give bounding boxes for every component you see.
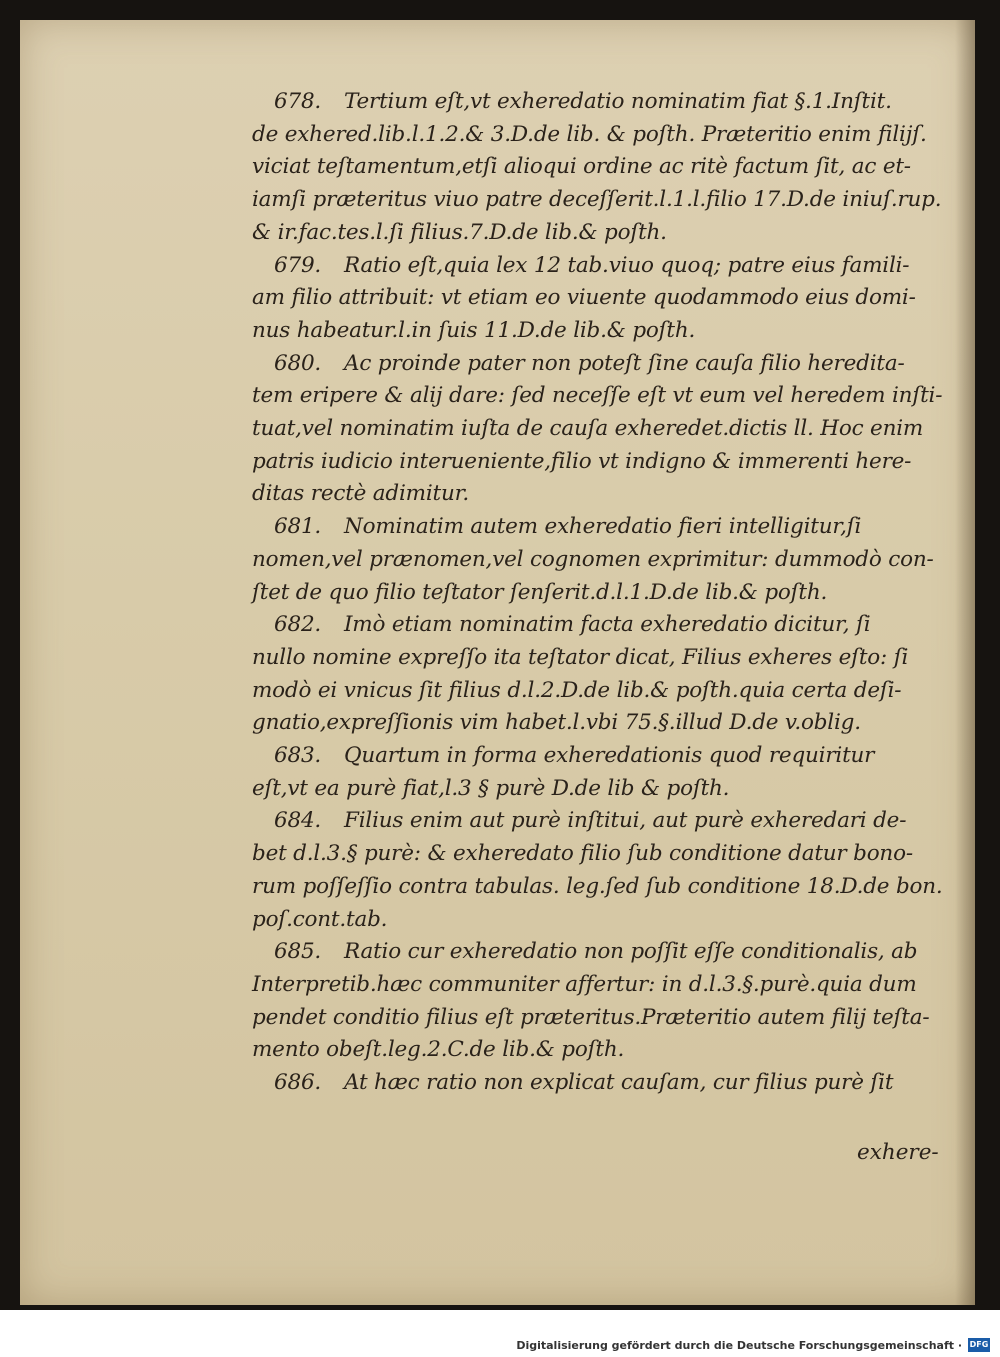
paragraph: [232, 511, 952, 609]
paragraph: [232, 250, 952, 348]
line-text: Interpretib.hæc communiter affertur: in d.l.3.§.purè.quia dum: [252, 971, 917, 997]
line-text: bet d.l.3.§ purè: & exheredato filio ſub conditione datur bono-: [252, 841, 913, 867]
page-text: [232, 86, 952, 1100]
line-text: tuat,vel nominatim iuſta de cauſa exheredet.dictis ll. Hoc enim: [252, 416, 924, 442]
line-text: pendet conditio filius eſt præteritus.Præteritio autem filij teſta-: [252, 1004, 930, 1030]
paragraph-first-line: [232, 740, 952, 773]
paragraph-number: 681.: [274, 514, 322, 540]
line-text: & ir.fac.tes.l.ſi filius.7.D.de lib.& poſth.: [252, 219, 667, 245]
line-text: Ratio cur exheredatio non poſſit eſſe conditionalis, ab: [344, 939, 918, 965]
paragraph-first-line: [232, 805, 952, 838]
line-text: eſt,vt ea purè fiat,l.3 § purè D.de lib & poſth.: [252, 775, 730, 801]
paragraph-number: 684.: [274, 808, 322, 834]
paragraph-number: 680.: [274, 350, 322, 376]
paragraph-first-line: [232, 1067, 952, 1100]
line-text: Nominatim autem exheredatio fieri intelligitur,ſi: [344, 514, 862, 540]
line-text: mento obeſt.leg.2.C.de lib.& poſth.: [252, 1037, 625, 1063]
line-text: modò ei vnicus ſit filius d.l.2.D.de lib.& poſth.quia certa deſi-: [252, 677, 902, 703]
paragraph-first-line: [232, 250, 952, 283]
paragraph: [232, 936, 952, 1067]
paragraph-number: 678.: [274, 89, 322, 114]
paragraph-number: 685.: [274, 939, 322, 965]
line-text: rum poſſeſſio contra tabulas. leg.ſed ſub conditione 18.D.de bon.: [252, 873, 943, 899]
paragraph: [232, 609, 952, 740]
paragraph: [232, 805, 952, 936]
paragraph-number: 683.: [274, 743, 322, 769]
line-text: gnatio,expreſſionis vim habet.l.vbi 75.§.illud D.de v.oblig.: [252, 710, 861, 736]
line-text: viciat teſtamentum,etſi alioqui ordine ac ritè factum ſit, ac et-: [252, 154, 911, 180]
line-text: patris iudicio interueniente,filio vt indigno & immerenti here-: [252, 448, 912, 474]
catchword: exhere-: [857, 1140, 939, 1165]
line-text: ſtet de quo filio teſtator ſenſerit.d.l.1.D.de lib.& poſth.: [252, 579, 828, 605]
paragraph-first-line: [232, 609, 952, 642]
line-text: am filio attribuit: vt etiam eo viuente quodammodo eius domi-: [252, 285, 916, 311]
dfg-logo: DFG: [968, 1338, 990, 1352]
line-text: Filius enim aut purè inſtitui, aut purè exheredari de-: [344, 808, 907, 834]
paragraph-number: 679.: [274, 252, 322, 278]
paragraph-first-line: [232, 511, 952, 544]
line-text: Tertium eſt,vt exheredatio nominatim fiat §.1.Inſtit.: [344, 89, 892, 114]
paragraph: [232, 348, 952, 512]
line-text: Ratio eſt,quia lex 12 tab.viuo quoq; patre eius famili-: [344, 252, 910, 278]
line-text: ditas rectè adimitur.: [252, 481, 469, 507]
line-text: de exhered.lib.l.1.2.& 3.D.de lib. & poſth. Præteritio enim filijſ.: [252, 121, 927, 147]
paragraph: [232, 86, 952, 250]
line-text: tem eripere & alij dare: ſed neceſſe eſt vt eum vel heredem inſti-: [252, 383, 943, 409]
digitization-credit: Digitalisierung gefördert durch die Deutsche Forschungsgemeinschaft ·: [516, 1339, 962, 1352]
line-text: poſ.cont.tab.: [252, 906, 388, 932]
paragraph-number: 686.: [274, 1070, 322, 1096]
line-text: nus habeatur.l.in ſuis 11.D.de lib.& poſth.: [252, 317, 696, 343]
paragraph-first-line: [232, 348, 952, 381]
footer: [0, 1310, 1000, 1357]
paragraph-first-line: [232, 936, 952, 969]
paragraph-first-line: [232, 86, 952, 119]
line-text: iamſi præteritus viuo patre deceſſerit.l.1.l.filio 17.D.de iniuſ.rup.: [252, 187, 942, 213]
line-text: Imò etiam nominatim facta exheredatio dicitur, ſi: [344, 612, 871, 638]
page-edge-shadow: [955, 20, 975, 1305]
line-text: Quartum in forma exheredationis quod requiritur: [344, 743, 875, 769]
line-text: At hæc ratio non explicat cauſam, cur filius purè ſit: [344, 1070, 894, 1096]
paragraph-number: 682.: [274, 612, 322, 638]
line-text: Ac proinde pater non poteſt ſine cauſa filio heredita-: [344, 350, 905, 376]
paragraph: [232, 740, 952, 805]
line-text: nullo nomine expreſſo ita teſtator dicat, Filius exheres eſto: ſi: [252, 644, 909, 670]
paragraph: [232, 1067, 952, 1100]
line-text: nomen,vel prænomen,vel cognomen exprimitur: dummodò con-: [252, 546, 934, 572]
